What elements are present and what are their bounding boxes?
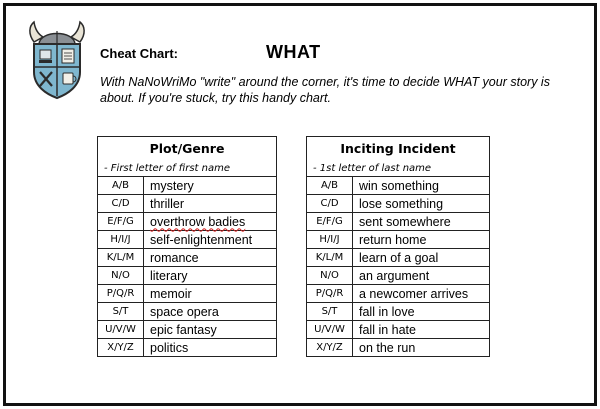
cheat-chart-label: Cheat Chart: — [100, 46, 179, 61]
table-row — [98, 213, 277, 231]
spellcheck-flagged-text: overthrow badies — [150, 214, 246, 229]
genre-value: literary — [144, 267, 277, 285]
letter-code: K/L/M — [98, 249, 144, 267]
genre-value: mystery — [144, 177, 277, 195]
letter-code: P/Q/R — [98, 285, 144, 303]
incident-value: on the run — [353, 339, 490, 357]
nanowrimo-crest-icon — [26, 20, 88, 100]
plot-genre-table — [97, 136, 277, 357]
table-row — [98, 321, 277, 339]
table-row — [307, 231, 490, 249]
table-row — [307, 303, 490, 321]
letter-code: A/B — [307, 177, 353, 195]
letter-code: X/Y/Z — [307, 339, 353, 357]
genre-value: politics — [144, 339, 277, 357]
letter-code: C/D — [98, 195, 144, 213]
letter-code: C/D — [307, 195, 353, 213]
letter-code: N/O — [307, 267, 353, 285]
table-row — [307, 249, 490, 267]
incident-value: sent somewhere — [353, 213, 490, 231]
incident-value: learn of a goal — [353, 249, 490, 267]
table-title: Plot/Genre — [98, 137, 277, 161]
table-subtitle: - 1st letter of last name — [307, 160, 490, 177]
genre-value: memoir — [144, 285, 277, 303]
genre-value: self-enlightenment — [144, 231, 277, 249]
table-row — [98, 231, 277, 249]
letter-code: N/O — [98, 267, 144, 285]
genre-value: romance — [144, 249, 277, 267]
table-row — [307, 339, 490, 357]
incident-value: win something — [353, 177, 490, 195]
table-row — [307, 321, 490, 339]
letter-code: U/V/W — [307, 321, 353, 339]
table-row — [307, 195, 490, 213]
page-title: WHAT — [266, 42, 321, 62]
table-row — [98, 177, 277, 195]
table-row — [98, 267, 277, 285]
letter-code: H/I/J — [98, 231, 144, 249]
incident-value: an argument — [353, 267, 490, 285]
table-row — [307, 213, 490, 231]
incident-value: fall in hate — [353, 321, 490, 339]
genre-value: thriller — [144, 195, 277, 213]
table-row — [307, 177, 490, 195]
table-row — [98, 195, 277, 213]
table-row — [307, 285, 490, 303]
letter-code: E/F/G — [98, 213, 144, 231]
letter-code: H/I/J — [307, 231, 353, 249]
genre-value: space opera — [144, 303, 277, 321]
table-row — [98, 249, 277, 267]
incident-value: return home — [353, 231, 490, 249]
letter-code: X/Y/Z — [98, 339, 144, 357]
table-subtitle: - First letter of first name — [98, 160, 277, 177]
letter-code: U/V/W — [98, 321, 144, 339]
incident-value: lose something — [353, 195, 490, 213]
table-row — [98, 339, 277, 357]
letter-code: S/T — [307, 303, 353, 321]
intro-paragraph: With NaNoWriMo "write" around the corner, it's time to decide WHAT your story is about. If you're stuck, try this handy chart. — [100, 75, 550, 105]
heading-row — [100, 42, 570, 64]
letter-code: E/F/G — [307, 213, 353, 231]
table-row — [98, 303, 277, 321]
genre-value: epic fantasy — [144, 321, 277, 339]
letter-code: A/B — [98, 177, 144, 195]
inciting-incident-table — [306, 136, 490, 357]
table-row — [307, 267, 490, 285]
genre-value — [144, 213, 277, 231]
incident-value: a newcomer arrives — [353, 285, 490, 303]
incident-value: fall in love — [353, 303, 490, 321]
letter-code: P/Q/R — [307, 285, 353, 303]
table-title: Inciting Incident — [307, 137, 490, 161]
letter-code: K/L/M — [307, 249, 353, 267]
letter-code: S/T — [98, 303, 144, 321]
table-row — [98, 285, 277, 303]
